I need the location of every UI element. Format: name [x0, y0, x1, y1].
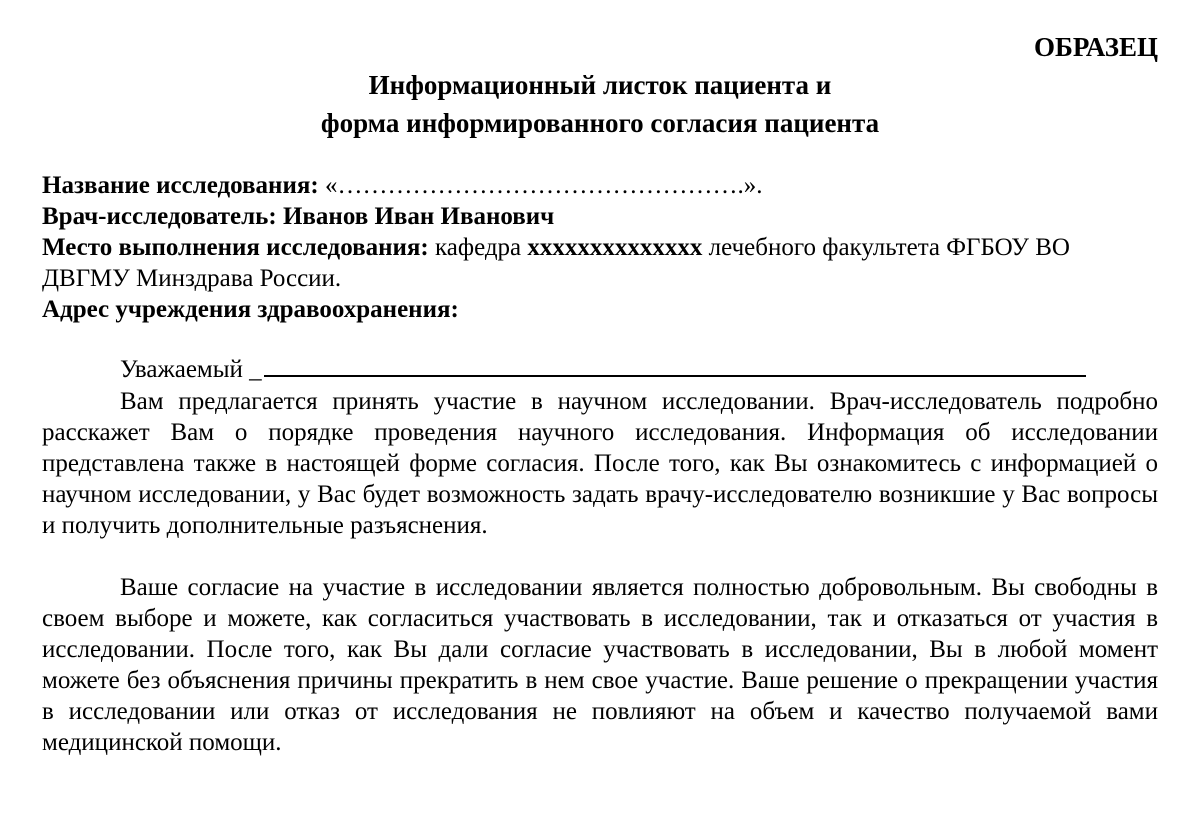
researcher-row: [42, 201, 1158, 232]
institution-address-label: Адрес учреждения здравоохранения:: [42, 296, 459, 323]
study-place-row: [42, 232, 1158, 294]
sample-stamp: ОБРАЗЕЦ: [1034, 32, 1158, 62]
paragraph-invitation: Вам предлагается принять участие в научном исследовании. Врач-исследователь подробно расскажет Вам о порядке проведения научного исследования. Информация об исследовании представлена также в настоящей форме согласия. После того, как Вы ознакомитесь с информацией о научном исследовании, у Вас будет возможность задать врачу-исследователю возникшие у Вас вопросы и получить дополнительные разъяснения.: [42, 388, 1158, 539]
study-place-text-2: лечебного факультета ФГБОУ ВО ДВГМУ Минздрава России.: [42, 234, 1070, 292]
greeting-row: [42, 354, 1158, 385]
document-title: [0, 66, 1200, 142]
paragraph-voluntary-consent: Ваше согласие на участие в исследовании является полностью добровольным. Вы свободны в своем выборе и можете, как согласиться участвовать в исследовании, так и отказаться от участия в исследовании. После того, как Вы дали согласие участвовать в исследовании, Вы в любой момент можете без объяснения причины прекратить в нем свое участие. Ваше решение о прекращении участия в исследовании или отказ от исследования не повлияют на объем и качество получаемой вами медицинской помощи.: [42, 574, 1158, 756]
study-name-row: [42, 170, 1158, 201]
name-blank-line: [264, 374, 1086, 377]
researcher-label: Врач-исследователь:: [42, 203, 277, 230]
title-line-1: Информационный листок пациента и: [368, 70, 832, 100]
title-line-2: форма информированного согласия пациента: [320, 108, 880, 138]
study-place-label: Место выполнения исследования:: [42, 234, 429, 261]
study-name-value: «………………………………………….».: [318, 172, 763, 199]
study-name-label: Название исследования:: [42, 172, 319, 199]
study-place-text-1: кафедра: [428, 234, 528, 261]
greeting-text: Уважаемый _: [120, 356, 262, 383]
researcher-value: Иванов Иван Иванович: [276, 203, 555, 230]
study-info-block: [42, 170, 1158, 325]
department-placeholder: xxxxxxxxxxxxxx: [527, 234, 703, 261]
